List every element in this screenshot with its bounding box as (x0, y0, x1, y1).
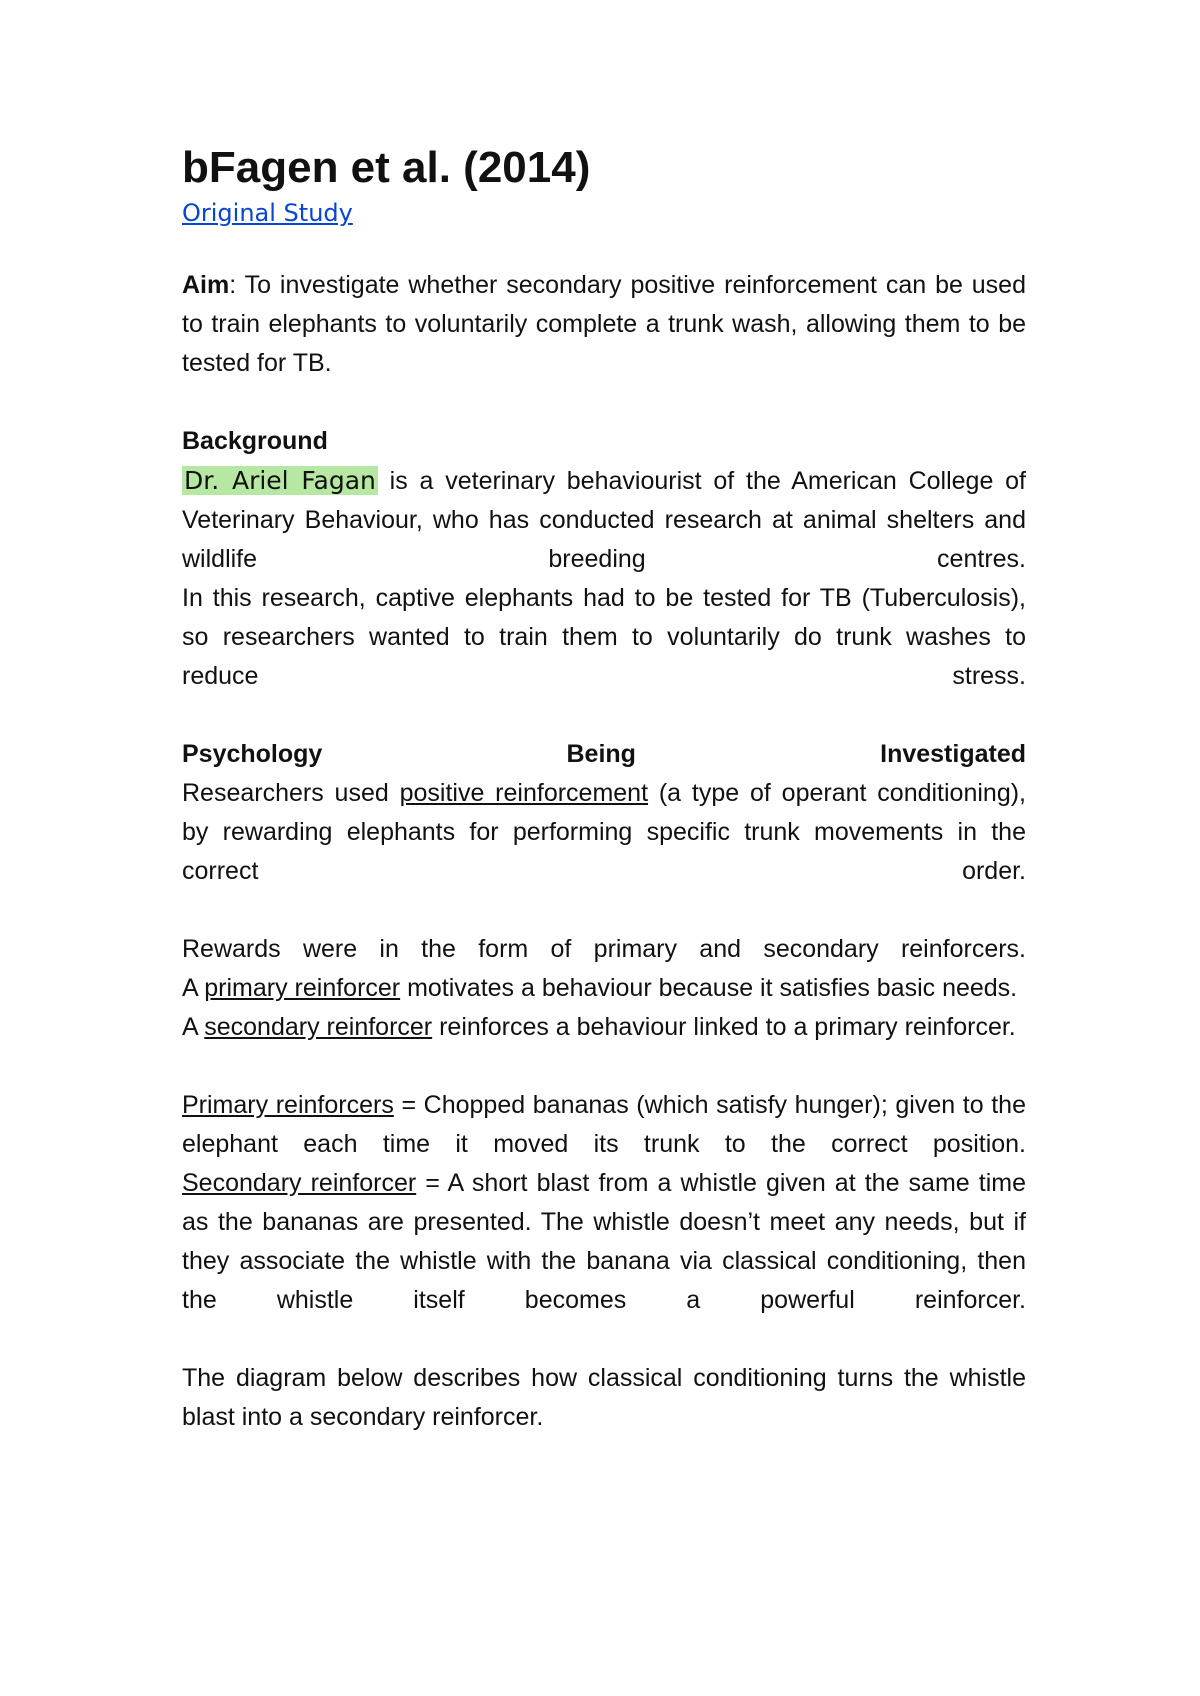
primary-reinforcer-text: motivates a behaviour because it satisfies basic needs. (400, 974, 1018, 1002)
aim-text: : To investigate whether secondary positive reinforcement can be used to train elephants to voluntarily complete a trunk wash, allowing them to be tested for TB. (182, 271, 1026, 377)
primary-article: A (182, 974, 205, 1002)
background-heading: Background (182, 427, 328, 455)
background-paragraph-1 (182, 461, 1026, 579)
original-study-link[interactable]: Original Study (182, 199, 353, 227)
document-body (182, 142, 1026, 1437)
psychology-heading: Psychology Being Investigated (182, 740, 1026, 768)
positive-reinforcement-term: positive reinforcement (399, 779, 649, 807)
secondary-reinforcer-paragraph (182, 1164, 1026, 1320)
secondary-reinforcer-definition (182, 1008, 1026, 1047)
secondary-reinforcer-label: Secondary reinforcer (182, 1169, 417, 1197)
diagram-intro: The diagram below describes how classical conditioning turns the whistle blast into a secondary reinforcer. (182, 1364, 1026, 1431)
psychology-text-start: Researchers used (182, 779, 400, 807)
highlighted-name: Dr. Ariel Fagan (184, 466, 376, 495)
aim-label: Aim (182, 271, 230, 299)
background-text-1: is a veterinary behaviourist of the American College of Veterinary Behaviour, who has conducted research at animal shelters and wildlife breeding centres. (182, 467, 1026, 573)
primary-reinforcer-definition (182, 969, 1026, 1008)
rewards-line: Rewards were in the form of primary and secondary reinforcers. (182, 935, 1026, 963)
secondary-reinforcer-term: secondary reinforcer (204, 1013, 433, 1041)
primary-reinforcer-term: primary reinforcer (204, 974, 401, 1002)
page-title: bFagen et al. (2014) (182, 143, 591, 192)
psychology-text-end: (a type of operant conditioning), by rewarding elephants for performing specific trunk movements in the correct order. (182, 779, 1026, 885)
secondary-reinforcer-description: = A short blast from a whistle given at the same time as the bananas are presented. The whistle doesn’t meet any needs, but if they associate the whistle with the banana via classical conditioning, then the whistle itself becomes a powerful reinforcer. (182, 1169, 1026, 1314)
background-paragraph-2: In this research, captive elephants had to be tested for TB (Tuberculosis), so researchers wanted to train them to voluntarily do trunk washes to reduce stress. (182, 584, 1026, 690)
psychology-paragraph (182, 774, 1026, 891)
aim-paragraph (182, 266, 1026, 383)
secondary-article: A (182, 1013, 205, 1041)
primary-reinforcers-term: Primary reinforcers (182, 1091, 394, 1119)
secondary-reinforcer-text: reinforces a behaviour linked to a primary reinforcer. (432, 1013, 1016, 1041)
reinforcers-paragraph (182, 1086, 1026, 1164)
primary-reinforcers-text: = Chopped bananas (which satisfy hunger); given to the elephant each time it moved its trunk to the correct position. (182, 1091, 1026, 1158)
